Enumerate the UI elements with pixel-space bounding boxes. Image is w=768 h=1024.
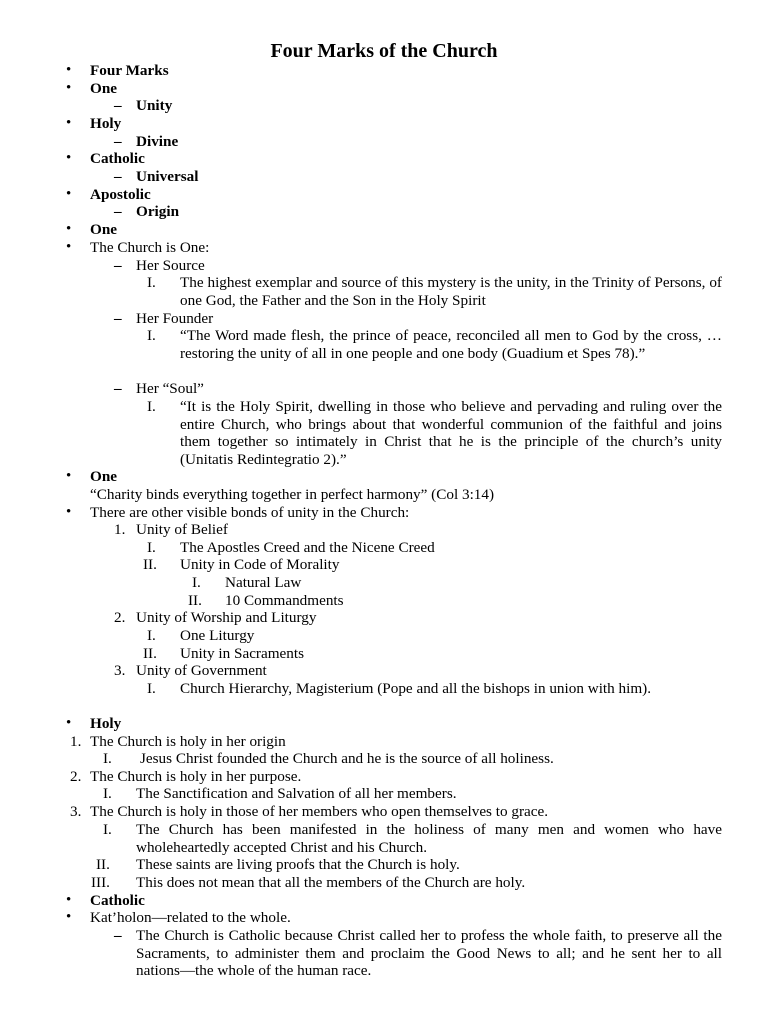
list-item-text: Catholic	[90, 150, 145, 167]
bullet-marker: •	[66, 186, 72, 202]
list-item-text: Unity of Worship and Liturgy	[136, 609, 317, 626]
dash-marker: –	[114, 168, 122, 185]
list-item-text: Universal	[136, 168, 199, 185]
list-item-text: The Sanctification and Salvation of all her members.	[136, 785, 457, 802]
paragraph	[147, 680, 722, 698]
roman-marker: III.	[91, 874, 110, 891]
bullet-marker: •	[66, 909, 72, 925]
list-item-text: Four Marks	[90, 62, 169, 79]
quote-text: “Charity binds everything together in perfect harmony” (Col 3:14)	[90, 486, 495, 503]
bullet-marker: •	[66, 892, 72, 908]
list-item-text: Divine	[136, 133, 179, 150]
list-item-text: Her “Soul”	[136, 380, 204, 397]
list-item-text: 10 Commandments	[225, 592, 344, 609]
paragraph-text: Church Hierarchy, Magisterium (Pope and all the bishops in union with him).	[180, 680, 652, 697]
list-item-text: The Church is holy in her origin	[90, 733, 286, 750]
list-item-text: The Church is holy in those of her members who open themselves to grace.	[90, 803, 549, 820]
list-item-text: There are other visible bonds of unity in the Church:	[90, 504, 410, 521]
dash-marker: –	[114, 133, 122, 150]
list-item-text: Unity in Code of Morality	[180, 556, 340, 573]
list-item-text: Holy	[90, 115, 122, 132]
number-marker: 3.	[70, 803, 82, 820]
bullet-marker: •	[66, 150, 72, 166]
list-item-text: The Apostles Creed and the Nicene Creed	[180, 539, 435, 556]
bullet-marker: •	[66, 62, 72, 78]
number-marker: 3.	[114, 662, 126, 679]
bullet-marker: •	[66, 468, 72, 484]
number-marker: 2.	[114, 609, 126, 626]
section-heading: One	[90, 468, 118, 485]
list-item-text: One	[90, 80, 118, 97]
bullet-marker: •	[66, 115, 72, 131]
roman-marker: I.	[103, 785, 112, 802]
roman-marker: I.	[147, 327, 156, 344]
dash-marker: –	[114, 380, 122, 397]
roman-marker: II.	[188, 592, 202, 609]
list-item-text: Her Founder	[136, 310, 214, 327]
paragraph-text: “It is the Holy Spirit, dwelling in those who believe and pervading and ruling over the entire Church, who brings about that wonderful communion of the faithful and joins them together so intimately in Christ that he is the principle of the church’s unity (Unitatis Redintegratio 2).”	[180, 398, 722, 468]
list-item-text: Unity of Belief	[136, 521, 228, 538]
roman-marker: I.	[147, 539, 156, 556]
section-heading: One	[90, 221, 118, 238]
number-marker: 1.	[70, 733, 82, 750]
list-item-text: Her Source	[136, 257, 205, 274]
roman-marker: I.	[103, 750, 112, 767]
list-item-text: These saints are living proofs that the Church is holy.	[136, 856, 460, 873]
paragraph	[147, 274, 722, 309]
section-heading: Holy	[90, 715, 122, 732]
list-item-text: Kat’holon—related to the whole.	[90, 909, 291, 926]
dash-marker: –	[114, 257, 122, 274]
document-title: Four Marks of the Church	[270, 40, 498, 62]
paragraph	[103, 821, 722, 856]
paragraph	[114, 927, 722, 980]
list-item-text: Natural Law	[225, 574, 302, 591]
roman-marker: I.	[147, 274, 156, 291]
paragraph	[147, 398, 722, 468]
bullet-marker: •	[66, 221, 72, 237]
dash-marker: –	[114, 310, 122, 327]
number-marker: 1.	[114, 521, 126, 538]
bullet-marker: •	[66, 715, 72, 731]
dash-marker: –	[114, 203, 122, 220]
list-item-text: The Church is holy in her purpose.	[90, 768, 302, 785]
bullet-marker: •	[66, 504, 72, 520]
list-item-text: This does not mean that all the members of the Church are holy.	[136, 874, 526, 891]
roman-marker: II.	[143, 556, 157, 573]
bullet-marker: •	[66, 239, 72, 255]
roman-marker: II.	[143, 645, 157, 662]
dash-marker: –	[114, 97, 122, 114]
list-item-text: Jesus Christ founded the Church and he is the source of all holiness.	[140, 750, 554, 767]
roman-marker: I.	[147, 398, 156, 415]
paragraph-text: The Church is Catholic because Christ called her to profess the whole faith, to preserve all the Sacraments, to administer them and proclaim the Good News to all; and he sent her to all nations—the whole of the human race.	[136, 927, 722, 980]
dash-marker: –	[114, 927, 122, 944]
list-item-text: Unity in Sacraments	[180, 645, 305, 662]
roman-marker: II.	[96, 856, 110, 873]
list-item-text: Origin	[136, 203, 180, 220]
paragraph-text: The Church has been manifested in the holiness of many men and women who have wholeheartedly accepted Christ and his Church.	[136, 821, 722, 856]
list-item-text: Unity of Government	[136, 662, 267, 679]
bullet-marker: •	[66, 80, 72, 96]
number-marker: 2.	[70, 768, 82, 785]
paragraph	[147, 327, 722, 362]
list-item-text: One Liturgy	[180, 627, 255, 644]
list-item-text: The Church is One:	[90, 239, 210, 256]
list-item-text: Apostolic	[90, 186, 151, 203]
paragraph-text: “The Word made flesh, the prince of peace, reconciled all men to God by the cross, … restoring the unity of all in one people and one body (Guadium et Spes 78).”	[180, 327, 722, 362]
section-heading: Catholic	[90, 892, 145, 909]
roman-marker: I.	[147, 680, 156, 697]
roman-marker: I.	[147, 627, 156, 644]
paragraph-text: The highest exemplar and source of this mystery is the unity, in the Trinity of Persons, of one God, the Father and the Son in the Holy Spirit	[180, 274, 722, 309]
roman-marker: I.	[103, 821, 112, 838]
roman-marker: I.	[192, 574, 201, 591]
list-item-text: Unity	[136, 97, 173, 114]
